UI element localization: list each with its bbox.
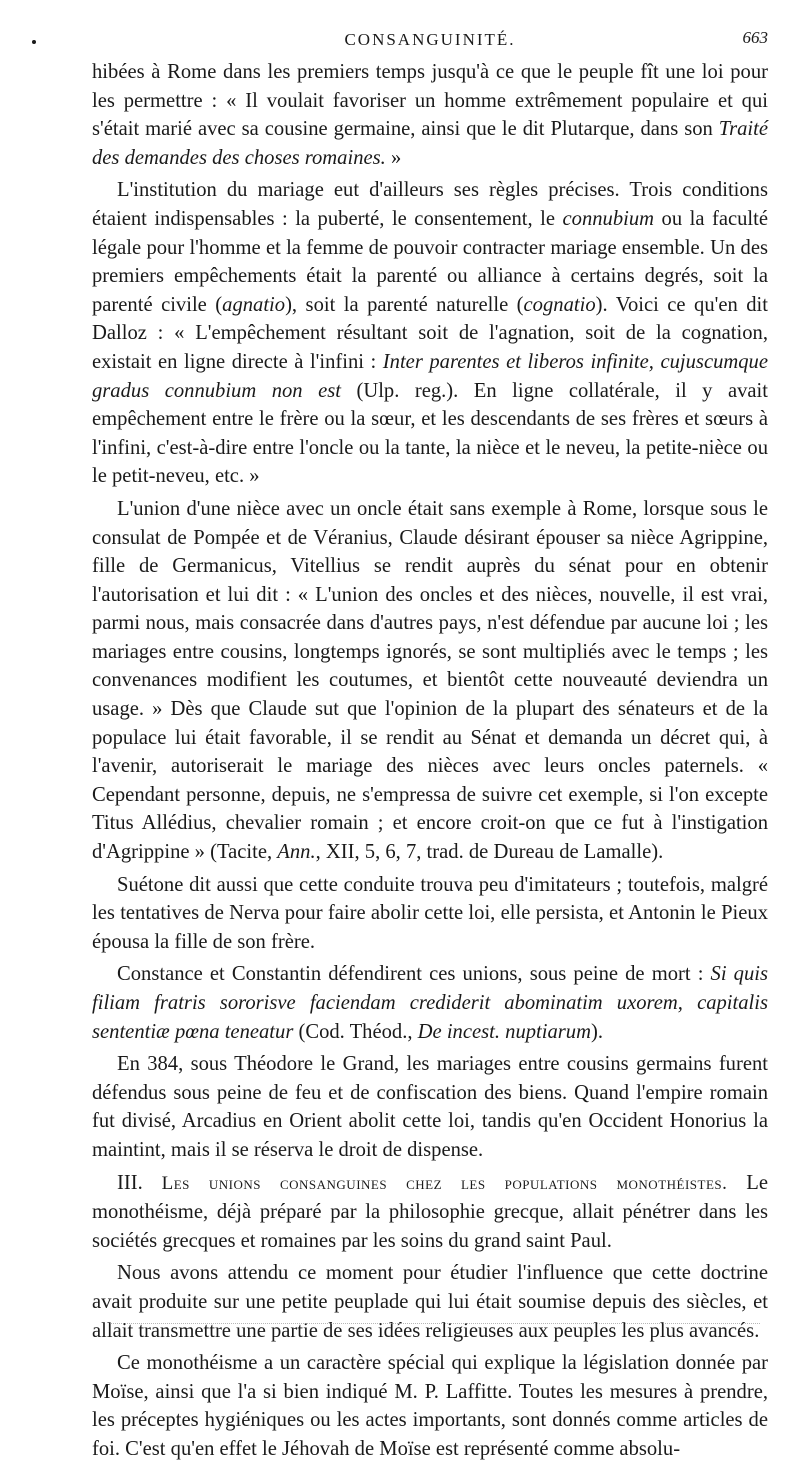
italic-text: Ann. <box>277 841 316 864</box>
paragraph <box>92 1259 768 1345</box>
paragraph-text: , XII, 5, 6, 7, trad. de Dureau de Lamalle). <box>315 841 664 864</box>
paragraph <box>92 1050 768 1164</box>
paragraph-text: L'institution du mariage eut d'ailleurs ses règles précises. Trois conditions étaient indispensables : la puberté, le consentement, le <box>92 179 768 230</box>
italic-text: Traité des demandes des choses romaines. <box>92 118 768 169</box>
paragraph-text: » <box>385 146 402 169</box>
section-heading: Les unions consanguines chez les populations monothéistes. <box>161 1172 728 1194</box>
paragraph-text: (Cod. Théod., <box>293 1020 418 1043</box>
paragraph-text: L'union d'une nièce avec un oncle était sans exemple à Rome, lorsque sous le consulat de Pompée et de Véranius, Claude désirant épouser sa nièce Agrippine, fille de Germanicus, Vitellius se rendit auprès du sénat pour en obtenir l'autorisation et lui dit : « L'union des oncles et des nièces, nouvelle, il est vrai, parmi nous, mais consacrée dans d'autres pays, n'est défendue par aucune loi ; les mariages entre cousins, longtemps ignorés, se sont multipliés avec le temps ; les convenances modifient les coutumes, et bientôt cette nouveauté deviendra un usage. » Dès que Claude sut que l'opinion de la plupart des sénateurs et de la populace lui était favorable, il se rendit au Sénat et demanda un décret qui, à l'avenir, autoriserait le mariage des nièces avec leurs oncles paternels. « Cependant personne, depuis, ne s'empressa de suivre cet exemple, si l'on excepte Titus Allédius, chevalier romain ; et encore croit-on que ce fut à l'instigation d'Agrippine » (Tacite, <box>92 497 768 864</box>
italic-text: Inter parentes et liberos infinite, cujuscumque gradus connubium non est <box>92 350 768 402</box>
running-title: CONSANGUINITÉ. <box>344 30 516 49</box>
paragraph <box>92 1169 768 1256</box>
italic-text: De incest. nuptiarum <box>417 1020 591 1043</box>
paragraph-text: Nous avons attendu ce moment pour étudier l'influence que cette doctrine avait produite sur une petite peuplade qui lui était soumise depuis des siècles, et allait transmettre une partie de ses idées religieuses aux peuples les plus avancés. <box>92 1262 768 1342</box>
paragraph-text: En 384, sous Théodore le Grand, les mariages entre cousins germains furent défendus sous peine de feu et de confiscation des biens. Quand l'empire romain fut divisé, Arcadius en Orient abolit cette loi, tandis qu'en Occident Honorius la maintint, mais il se réserva le droit de dispense. <box>92 1053 768 1161</box>
page-bottom-rule <box>110 1323 760 1324</box>
paragraph-text: Le monothéisme, déjà préparé par la philosophie grecque, allait pénétrer dans les sociétés grecques et romaines par les soins du grand saint Paul. <box>92 1171 768 1252</box>
italic-text: connubium <box>562 207 655 230</box>
body-text <box>92 58 768 1464</box>
book-page <box>92 24 768 1464</box>
paragraph-text: hibées à Rome dans les premiers temps jusqu'à ce que le peuple fît une loi pour les permettre : « Il voulait favoriser un homme extrêmement populaire et qui s'était marié avec sa cousine germaine, ainsi que le dit Plutarque, dans son <box>92 61 768 141</box>
paragraph-text: Constance et Constantin défendirent ces unions, sous peine de mort : <box>117 963 711 986</box>
paragraph-text: ou la faculté légale pour l'homme et la femme de pouvoir contracter mariage ensemble. Un des premiers empêchements était la parenté ou alliance à certains degrés, soit la parenté civile ( <box>92 207 769 316</box>
paragraph-text: Ce monothéisme a un caractère spécial qui explique la législation donnée par Moïse, ainsi que l'a si bien indiqué M. P. Laffitte. Toutes les mesures à prendre, les préceptes hygiéniques ou les actes importants, sont donnés comme articles de foi. C'est qu'en effet le Jéhovah de Moïse est représenté comme absolu- <box>92 1352 768 1460</box>
paragraph-text: Suétone dit aussi que cette conduite trouva peu d'imitateurs ; toutefois, malgré les tentatives de Nerva pour faire abolir cette loi, elle persista, et Antonin le Pieux épousa la fille de son frère. <box>92 873 768 953</box>
paragraph-text: ). <box>590 1020 603 1043</box>
paragraph-text: ). Voici ce qu'en dit Dalloz : « L'empêchement résultant soit de l'agnation, soit de la cognation, existait en ligne directe à l'infini : <box>92 293 768 373</box>
paragraph <box>92 495 768 867</box>
paragraph <box>92 871 768 957</box>
paragraph <box>92 1349 768 1463</box>
page-number: 663 <box>742 28 768 47</box>
paragraph-text: (Ulp. reg.). En ligne collatérale, il y avait empêchement entre le frère ou la sœur, et les descendants de ses frères et sœurs à l'infini, c'est-à-dire entre l'oncle ou la tante, la nièce et le neveu, la petite-nièce ou le petit-neveu, etc. » <box>92 379 768 488</box>
paragraph-text: III. <box>117 1171 162 1194</box>
running-head <box>92 24 768 58</box>
paragraph <box>92 176 768 491</box>
paragraph-text: ), soit la parenté naturelle ( <box>285 293 524 316</box>
italic-text: agnatio <box>222 293 286 316</box>
paragraph <box>92 58 768 172</box>
paragraph <box>92 960 768 1046</box>
margin-mark <box>32 40 36 44</box>
italic-text: Si quis filiam fratris sororisve faciendam crediderit abominatim uxorem, capitalis sententiæ pœna teneatur <box>92 963 768 1043</box>
italic-text: cognatio <box>523 293 596 316</box>
